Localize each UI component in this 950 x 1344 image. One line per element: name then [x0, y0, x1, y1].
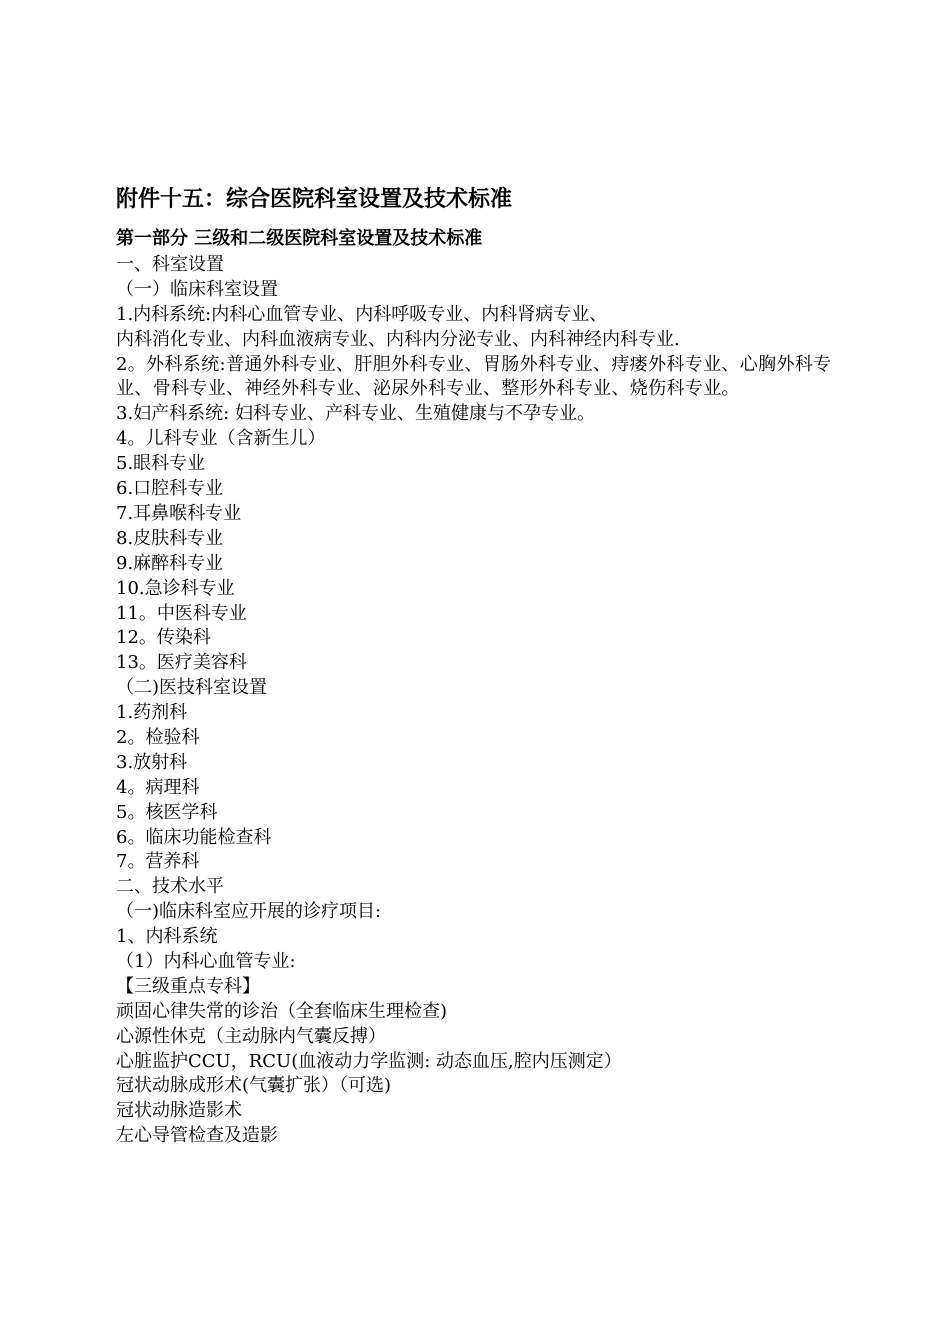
text-line: 心脏监护CCU，RCU(血液动力学监测: 动态血压,腔内压测定）	[116, 1050, 622, 1072]
list-item: 5.眼科专业	[116, 453, 206, 475]
subsection-heading: （一）临床科室设置	[116, 278, 278, 300]
list-item: 10.急诊科专业	[116, 577, 235, 599]
list-item: 11。中医科专业	[116, 602, 247, 624]
list-item: 7。营养科	[116, 851, 200, 873]
list-item: 9.麻醉科专业	[116, 552, 224, 574]
text-line: 冠状动脉造影术	[116, 1100, 242, 1122]
text-line: 心源性休克（主动脉内气囊反搏）	[116, 1025, 386, 1047]
text-line: 顽固心律失常的诊治（全套临床生理检查)	[116, 1000, 448, 1022]
subsection-heading: （一)临床科室应开展的诊疗项目:	[116, 901, 382, 923]
bracket-heading: 【三级重点专科】	[116, 975, 260, 997]
list-item: 8.皮肤科专业	[116, 527, 224, 549]
text-line: 冠状动脉成形术(气囊扩张）（可选)	[116, 1075, 392, 1097]
list-item: 1.内科系统:内科心血管专业、内科呼吸专业、内科肾病专业、	[116, 303, 608, 325]
list-item: 7.耳鼻喉科专业	[116, 502, 242, 524]
section-heading: 二、技术水平	[116, 876, 224, 898]
list-item: 4。病理科	[116, 776, 200, 798]
text-line: 左心导管检查及造影	[116, 1125, 278, 1147]
part-heading: 第一部分 三级和二级医院科室设置及技术标准	[116, 228, 483, 249]
list-item: 1、内科系统	[116, 926, 218, 948]
list-item: 3.放射科	[116, 751, 188, 773]
list-item: 6.口腔科专业	[116, 478, 224, 500]
list-item: 6。临床功能检查科	[116, 826, 272, 848]
list-item: 2。外科系统:普通外科专业、肝胆外科专业、胃肠外科专业、痔瘘外科专业、心胸外科专业、骨科专业、神经外科专业、泌尿外科专业、整形外科专业、烧伤科专业。	[116, 353, 832, 400]
list-item: 3.妇产科系统: 妇科专业、产科专业、生殖健康与不孕专业。	[116, 403, 595, 425]
list-item: 5。核医学科	[116, 801, 218, 823]
list-item: 2。检验科	[116, 726, 200, 748]
list-item: 4。儿科专业（含新生儿）	[116, 428, 326, 450]
document-title: 附件十五：综合医院科室设置及技术标准	[116, 187, 513, 212]
list-item: 12。传染科	[116, 627, 211, 649]
subsection-heading: （二)医技科室设置	[116, 677, 268, 699]
list-item: 1.药剂科	[116, 702, 188, 724]
section-heading: 一、科室设置	[116, 254, 224, 275]
document-lines	[116, 253, 836, 1149]
list-item: 13。医疗美容科	[116, 652, 247, 674]
list-item: （1）内科心血管专业:	[116, 950, 296, 972]
list-item-continuation: 内科消化专业、内科血液病专业、内科内分泌专业、内科神经内科专业.	[116, 328, 680, 350]
document-body	[116, 180, 836, 1149]
